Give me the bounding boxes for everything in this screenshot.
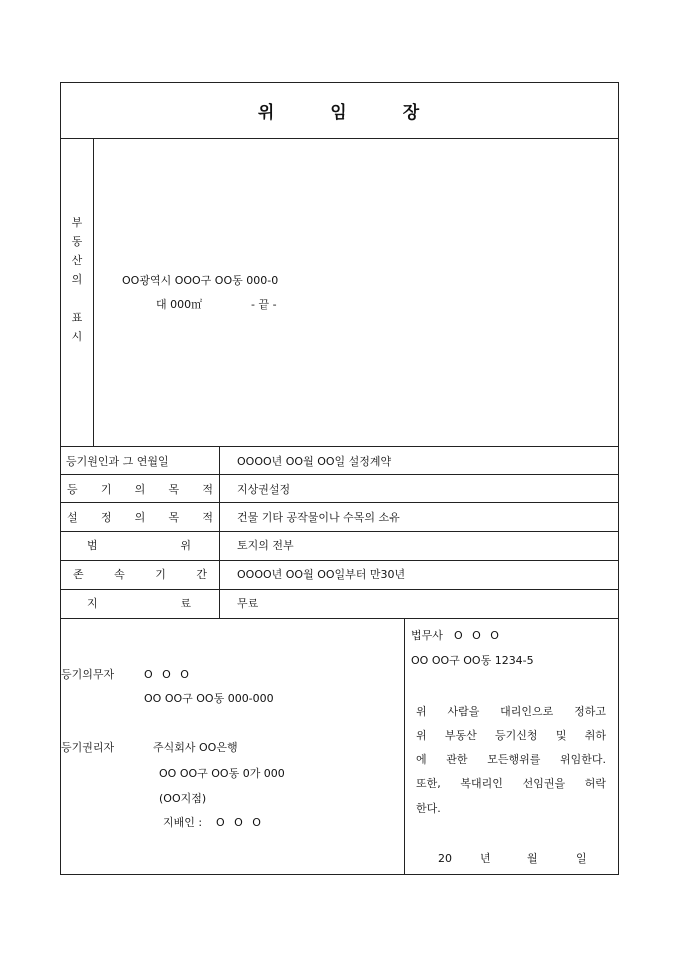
delegation-text-line: 위 부동산 등기신청 및 취하 xyxy=(416,729,606,742)
power-of-attorney-form xyxy=(60,82,619,875)
divider xyxy=(61,560,618,561)
row-label-scope: 범 위 xyxy=(87,539,191,552)
row-value-registration-purpose: 지상권설정 xyxy=(237,483,291,496)
date-year-unit: 년 xyxy=(480,852,491,865)
date-day-unit: 일 xyxy=(576,852,587,865)
manager-name: O O O xyxy=(216,816,261,829)
agent-address: OO OO구 OO동 1234-5 xyxy=(411,654,534,667)
rightholder-branch: (OO지점) xyxy=(159,792,207,805)
property-section-label: 부 동 산 의 표 시 xyxy=(71,216,83,343)
obligor-label: 등기의무자 xyxy=(61,668,115,681)
divider xyxy=(93,138,94,446)
document-title xyxy=(61,83,618,138)
row-label-setting-purpose: 설 정 의 목 적 xyxy=(67,511,213,524)
row-label-duration: 존 속 기 간 xyxy=(73,568,207,581)
row-label-rent: 지 료 xyxy=(87,597,191,610)
rightholder-address: OO OO구 OO동 0가 000 xyxy=(159,767,285,780)
delegation-text-last: 한다. xyxy=(416,802,441,815)
divider xyxy=(404,618,405,874)
divider xyxy=(219,446,220,618)
delegation-text-line: 에 관한 모든행위를 위임한다. xyxy=(416,753,606,766)
title-char: 장 xyxy=(402,103,422,123)
divider xyxy=(61,502,618,503)
delegation-text-line: 또한, 복대리인 선임권을 허락 xyxy=(416,777,606,790)
divider xyxy=(61,446,618,447)
agent-label: 법무사 xyxy=(411,629,443,642)
end-mark: - 끝 - xyxy=(251,298,277,311)
row-label-registration-cause: 등기원인과 그 연월일 xyxy=(66,455,169,468)
property-address: OO광역시 OOO구 OO동 000-0 xyxy=(122,274,279,287)
row-value-scope: 토지의 전부 xyxy=(237,539,294,552)
date-year: 20 xyxy=(438,852,452,865)
divider xyxy=(61,531,618,532)
property-land: 대 000㎡ xyxy=(156,298,203,311)
divider xyxy=(61,618,618,619)
rightholder-name: 주식회사 OO은행 xyxy=(153,741,238,754)
row-value-setting-purpose: 건물 기타 공작물이나 수목의 소유 xyxy=(237,511,400,524)
row-label-registration-purpose: 등 기 의 목 적 xyxy=(67,483,213,496)
title-char: 임 xyxy=(330,103,349,123)
delegation-text-line: 위 사람을 대리인으로 정하고 xyxy=(416,705,606,718)
divider xyxy=(61,138,618,139)
date-month-unit: 월 xyxy=(527,852,538,865)
row-value-registration-cause: OOOO년 OO월 OO일 설정계약 xyxy=(237,455,392,468)
obligor-name: O O O xyxy=(144,668,189,681)
row-value-rent: 무료 xyxy=(237,597,259,610)
obligor-address: OO OO구 OO동 000-000 xyxy=(144,692,274,705)
divider xyxy=(61,589,618,590)
rightholder-label: 등기권리자 xyxy=(61,741,115,754)
row-value-duration: OOOO년 OO월 OO일부터 만30년 xyxy=(237,568,406,581)
manager-label: 지배인 : xyxy=(163,816,203,829)
title-char: 위 xyxy=(257,103,277,123)
divider xyxy=(61,474,618,475)
agent-name: O O O xyxy=(454,629,499,642)
